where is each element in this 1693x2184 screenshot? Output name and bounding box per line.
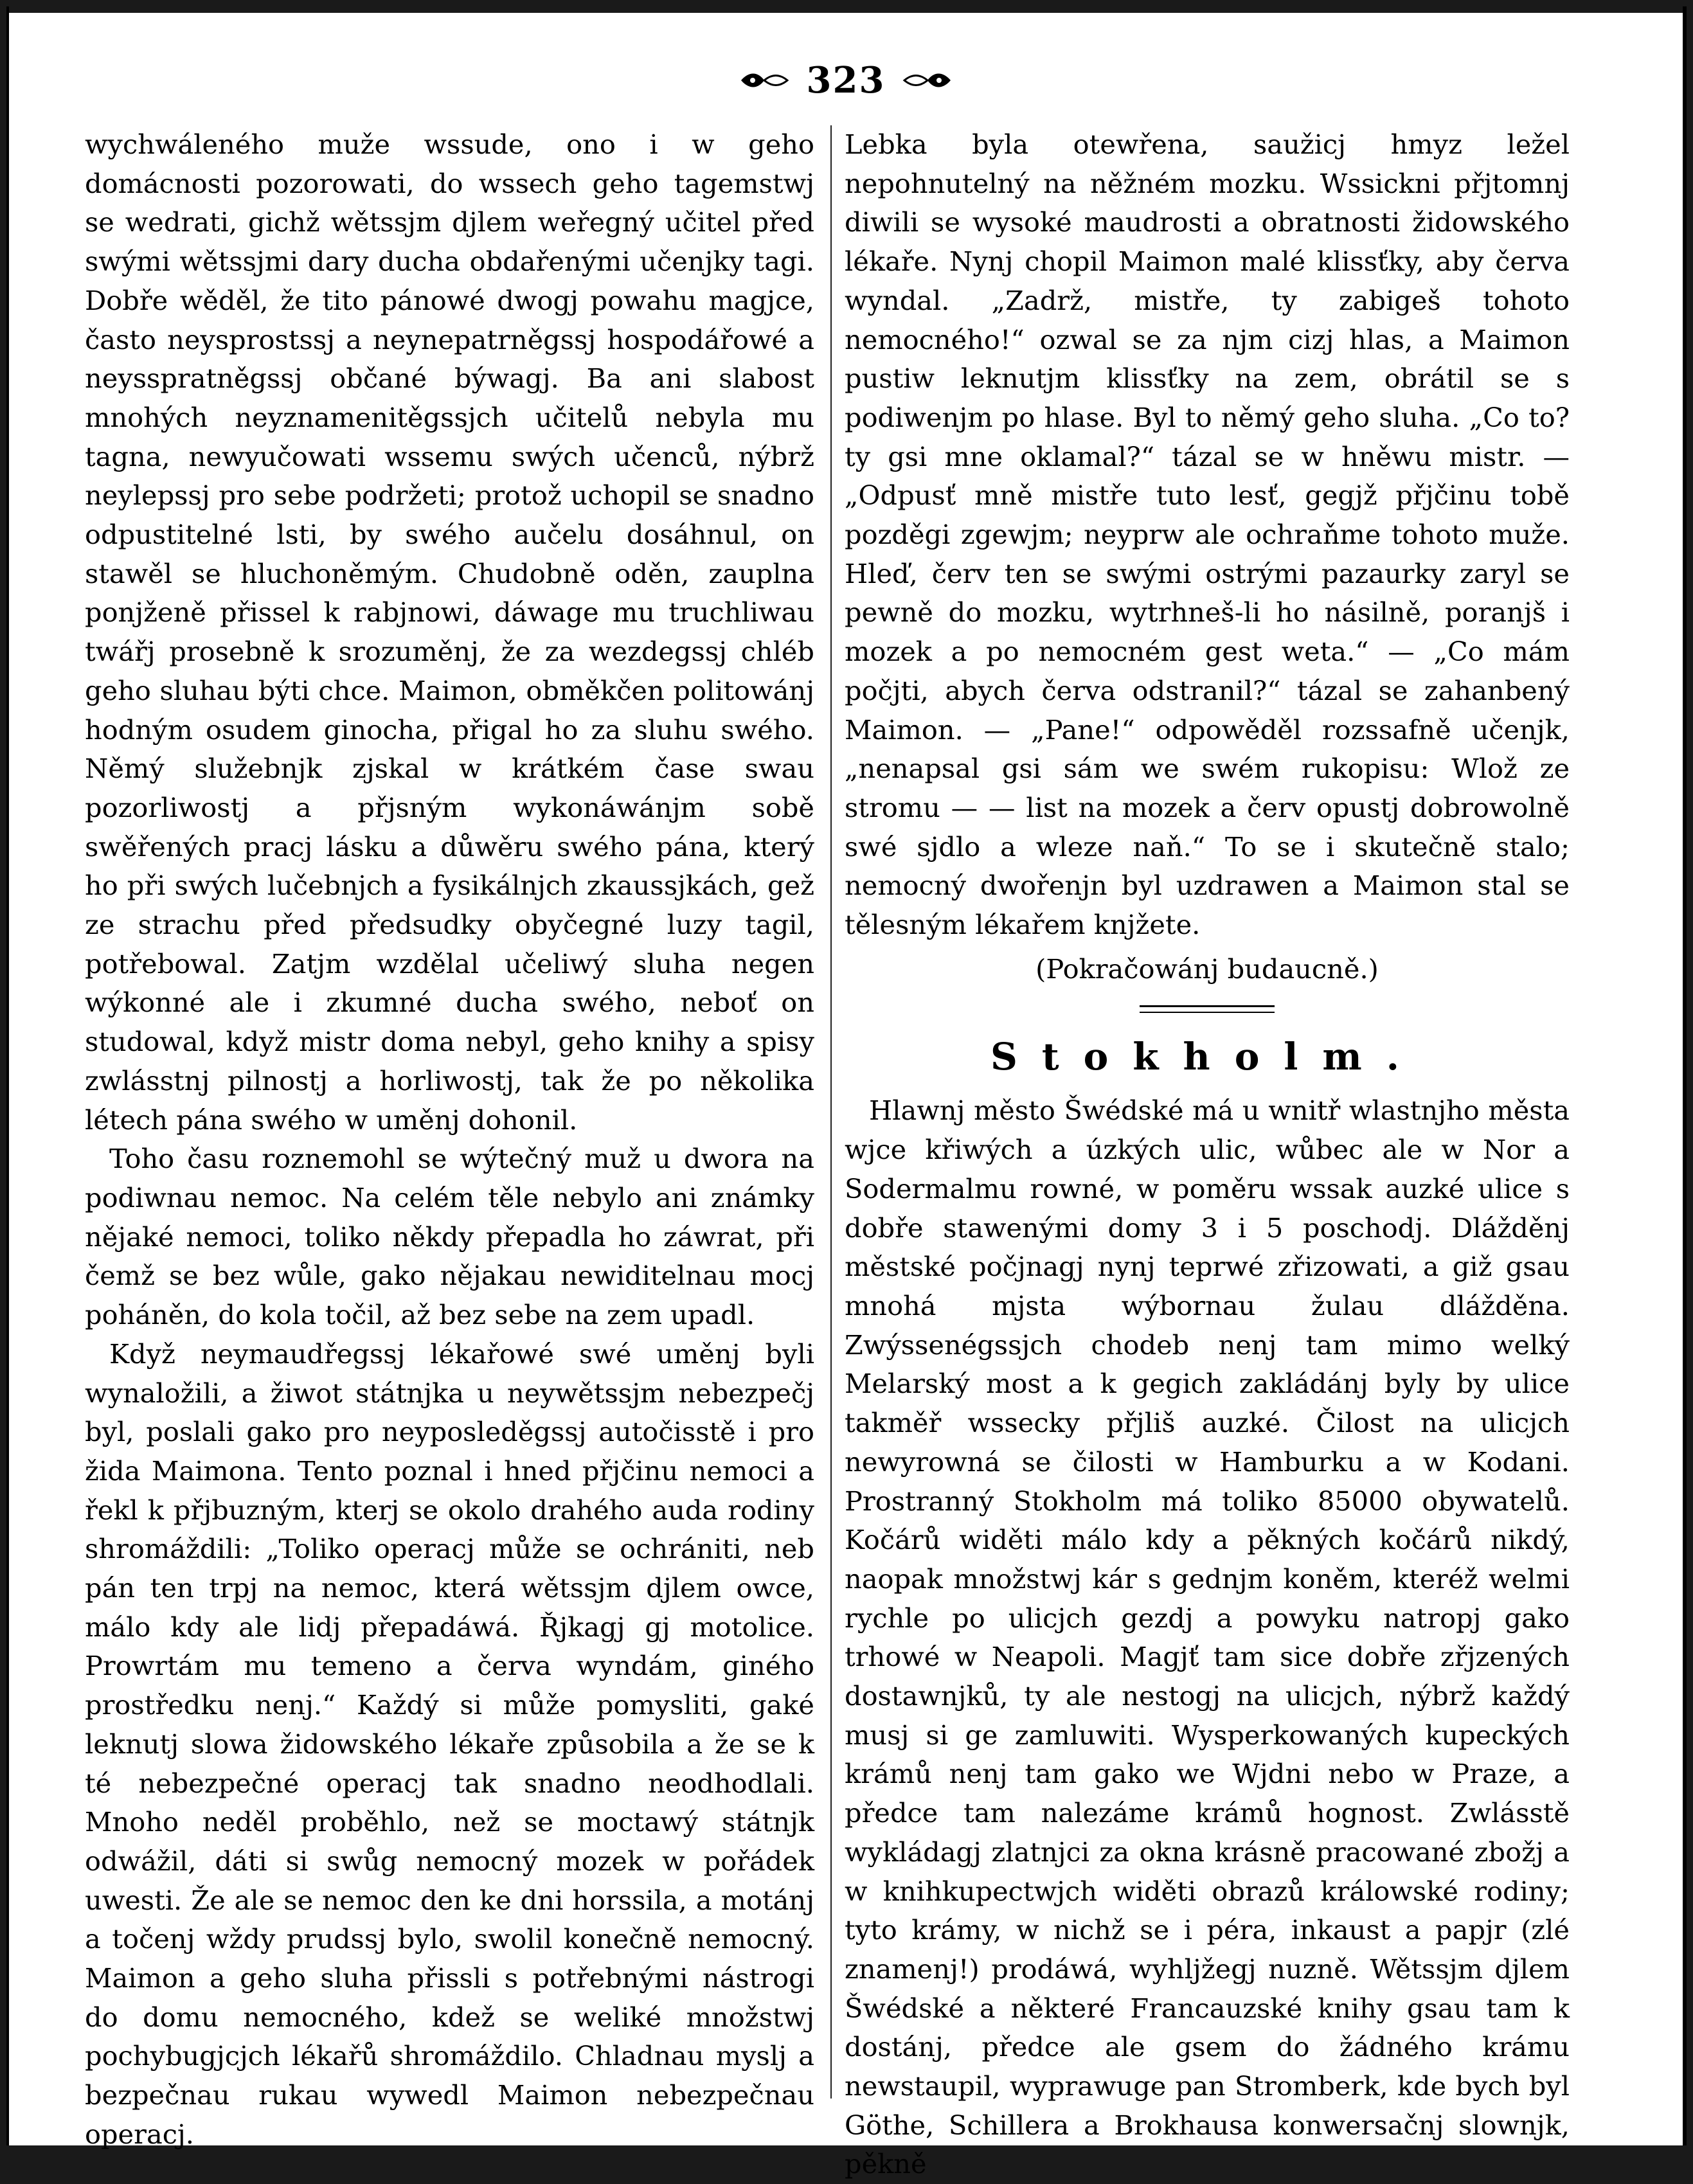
continuation-note: (Pokračowánj budaucně.)	[1035, 953, 1379, 985]
section-title: Stokholm.	[990, 1035, 1424, 1079]
column-divider	[830, 125, 832, 2099]
left-paragraph-3: Když neymaudřegssj lékařowé swé uměnj byli wynaložili, a žiwot státnjka u neywětssjm nebezpečj byl, poslali gako pro neyposleděgssj autočisstě i pro žida Maimona. Tento poznal i hned přjčinu nemoci a řekl k přjbuzným, kterj se okolo drahého auda rodiny shromáždili: „Toliko operacj může se ochrániti, neb pán ten trpj na nemoc, která wětssjm djlem owce, málo kdy ale lidj přepadáwá. Řjkagj gj motolice. Prowrtám mu temeno a červa wyndám, giného prostředku nenj.“ Každý si může pomysliti, gaké leknutj slowa židowského lékaře způsobila a že se k té nebezpečné operacj tak snadno neodhodlali. Mnoho neděl proběhlo, než se moctawý státnjk odwážil, dáti si swůg nemocný mozek w pořádek uwesti. Že ale se nemoc den ke dni horssila, a motánj a točenj wždy prudssj bylo, swolil konečně nemocný. Maimon a geho sluha přissli s potřebnými nástrogi do domu nemocného, kdež se weliké množstwj pochybugjcjch lékařů shromáždilo. Chladnau myslj a bezpečnau rukau wywedl Maimon nebezpečnau operacj.	[85, 1338, 814, 2150]
left-paragraph-2: Toho času roznemohl se wýtečný muž u dwora na podiwnau nemoc. Na celém těle nebylo ani známky nějaké nemoci, toliko někdy přepadla ho záwrat, při čemž se bez wůle, gako nějakau newiditelnau mocj poháněn, do kola točil, až bez sebe na zem upadl.	[85, 1143, 814, 1331]
page-header	[9, 58, 1683, 103]
left-paragraph-1: wychwáleného muže wssude, ono i w geho domácnosti pozorowati, do wssech geho tagemstwj se wedrati, gichž wětssjm djlem weřegný učitel před swými wětssjmi dary ducha obdařenými učenjky tagi. Dobře wěděl, že tito pánowé dwogj powahu magjce, často neysprostssj a neynepatrněgssj hospodářowé a neysspratněgssj občané býwagj. Ba ani slabost mnohých neyznamenitěgssjch učitelů nebyla mu tagna, newyučowati wssemu swých učenců, nýbrž neylepssj pro sebe podržeti; protož uchopil se snadno odpustitelné lsti, by swého aučelu dosáhnul, on stawěl se hluchoněmým. Chudobně oděn, zauplna ponjženě přissel k rabjnowi, dáwage mu truchliwau twářj prosebně k srozuměnj, že za wezdegssj chléb geho sluhau býti chce. Maimon, obměkčen politowánj hodným osudem ginocha, přigal ho za sluhu swého. Němý služebnjk zjskal w krátkém čase swau pozorliwostj a přjsným wykonáwánjm sobě swěřených pracj lásku a důwěru swého pána, který ho při swých lučebnjch a fysikálnjch zkaussjkách, gež ze strachu před předsudky obyčegné luzy tagil, potřebowal. Zatjm wzdělal učeliwý sluha negen wýkonné ale i zkumné ducha swého, neboť on studowal, když mistr doma nebyl, geho knihy a spisy zwlásstnj pilnostj a horliwostj, tak že po několika létech pána swého w uměnj dohonil.	[85, 129, 814, 1136]
page-number: 323	[806, 59, 886, 102]
right-column	[845, 125, 1570, 2184]
scanned-page	[6, 6, 1687, 2180]
ornament-left-icon	[739, 67, 790, 93]
story-conclusion: Lebka byla otewřena, saužicj hmyz ležel nepohnutelný na něžném mozku. Wssickni přjtomnj diwili se wysoké maudrosti a obratnosti židowského lékaře. Nynj chopil Maimon malé klissťky, aby červa wyndal. „Zadrž, mistře, ty zabigeš tohoto nemocného!“ ozwal se za njm cizj hlas, a Maimon pustiw leknutjm klissťky na zem, obrátil se s podiwenjm po hlase. Byl to němý geho sluha. „Co to? ty gsi mne oklamal?“ tázal se w hněwu mistr. — „Odpusť mně mistře tuto lesť, gegjž přjčinu tobě pozděgi zgewjm; neyprw ale ochraňme tohoto muže. Hleď, červ ten se swými ostrými pazaurky zaryl se pewně do mozku, wytrhneš-li ho násilně, poranjš i mozek a po nemocném gest weta.“ — „Co mám počjti, abych červa odstranil?“ tázal se zahanbený Maimon. — „Pane!“ odpowěděl rozssafně učenjk, „nenapsal gsi sám we swém rukopisu: Wlož ze stromu — — list na mozek a červ opustj dobrowolně swé sjdlo a wleze naň.“ To se i skutečně stalo; nemocný dwořenjn byl uzdrawen a Maimon stal se tělesným lékařem knjžete.	[845, 129, 1570, 941]
scan-border-top	[9, 6, 1683, 13]
section-divider	[1140, 1005, 1275, 1013]
ornament-right-icon	[902, 67, 953, 93]
left-column	[85, 125, 814, 2154]
section-paragraph: Hlawnj město Šwédské má u wnitř wlastnjho města wjce křiwých a úzkých ulic, wůbec ale w Nor a Sodermalmu rowné, w poměru wssak auzké ulice s dobře stawenými domy 3 i 5 poschodj. Dlážděnj městské počjnagj nynj teprwé zřizowati, a giž gsau mnohá mjsta wýbornau žulau dlážděna. Zwýssenégssjch chodeb nenj tam mimo welký Melarský most a k gegich zakládánj byly by ulice takměř wssecky přjliš auzké. Čilost na ulicjch newyrowná se čilosti w Hamburku a w Kodani. Prostranný Stokholm má toliko 85000 obywatelů. Kočárů widěti málo kdy a pěkných kočárů nikdý, naopak množstwj kár s gednjm koněm, kteréž welmi rychle po ulicjch gezdj a powyku natropj gako trhowé w Neapoli. Magjť tam sice dobře zřjzených dostawnjků, ty ale nestogj na ulicjch, nýbrž každý musj si ge zamluwiti. Wysperkowaných kupeckých krámů nenj tam gako we Wjdni nebo w Praze, a předce tam nalezáme krámů hognost. Zwlásstě wykládagj zlatnjci za okna krásně pracowané zbožj a w knihkupectwjch widěti obrazů králowské rodiny; tyto krámy, w nichž se i péra, inkaust a papjr (zlé znamenj!) prodáwá, wyhljžegj nuzně. Wětssjm djlem Šwédské a některé Francauzské knihy gsau tam k dostánj, předce ale gsem do žádného krámu newstaupil, wyprawuge pan Stromberk, kde bych byl Göthe, Schillera a Brokhausa konwersačnj slownjk, pěkně	[845, 1095, 1570, 2180]
